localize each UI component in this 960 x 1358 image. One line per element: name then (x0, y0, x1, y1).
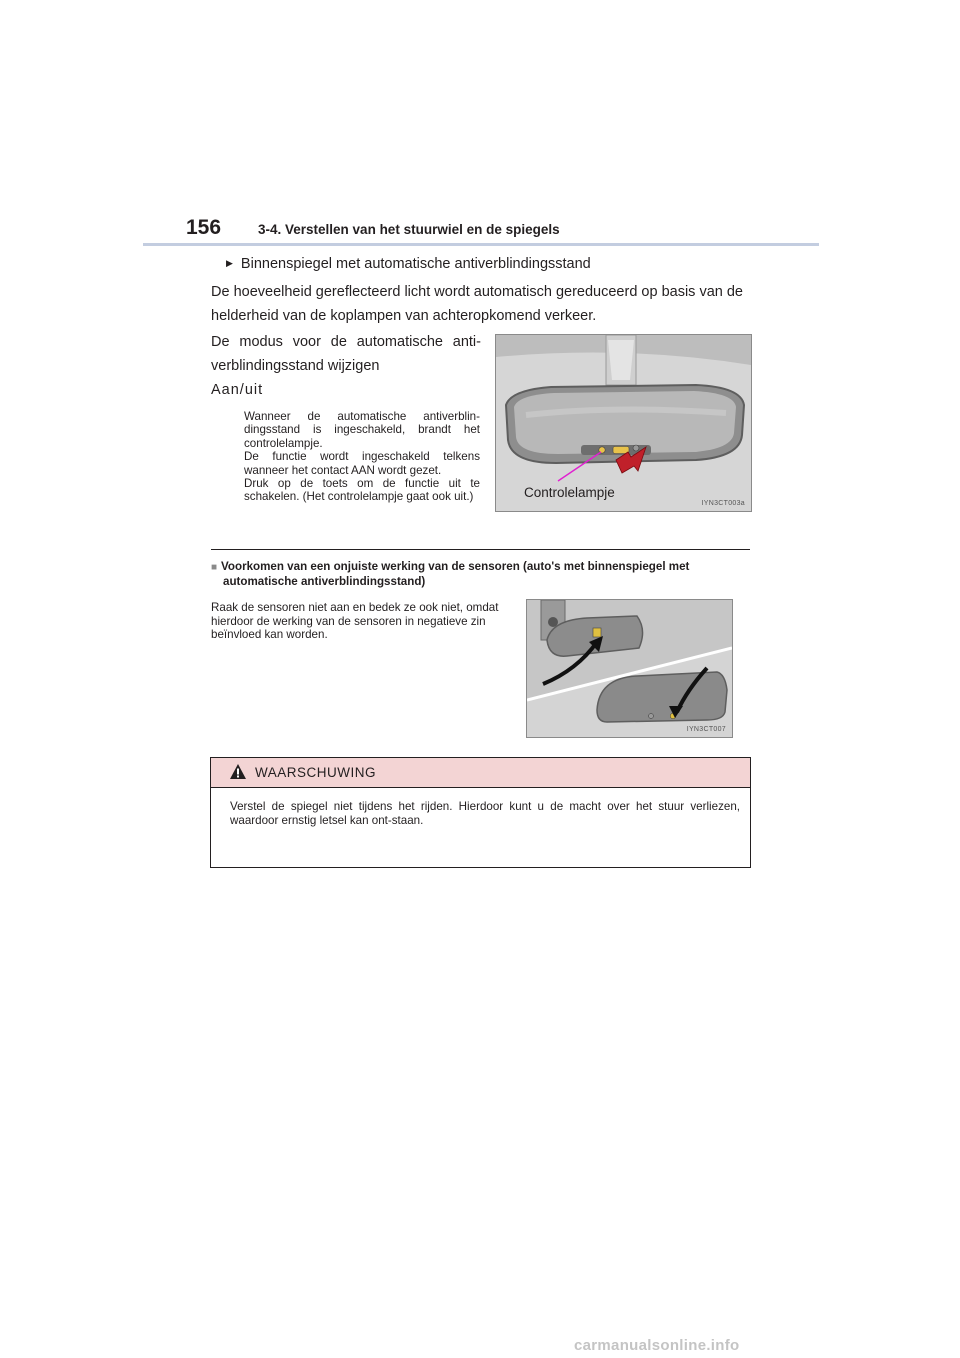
warning-triangle-icon (229, 763, 247, 785)
warning-title: WAARSCHUWING (255, 765, 376, 780)
mode-description: Wanneer de automatische antiverblin-dingsstand is ingeschakeld, brandt het controlelampje. De functie wordt ingeschakeld telkens wanneer het contact AAN wordt gezet. Druk op de toets om de functie uit te schakelen. (Het controlelampje gaat ook uit.) (244, 410, 480, 504)
figure-code: IYN3CT003a (701, 500, 745, 507)
sensor-illustration (527, 600, 732, 737)
sensor-note-description: Raak de sensoren niet aan en bedek ze ook niet, omdat hierdoor de werking van de sensoren in negatieve zin beïnvloed kan worden. (211, 601, 499, 642)
sensor-note-title (211, 560, 751, 588)
mode-title: De modus voor de automatische anti-verblindingsstand wijzigen (211, 334, 481, 374)
warning-box (210, 757, 751, 868)
subheading (226, 256, 591, 272)
warning-header (211, 758, 750, 788)
watermark[interactable]: carmanualsonline.info (574, 1337, 740, 1354)
intro-paragraph: De hoeveelheid gereflecteerd licht wordt automatisch gereduceerd op basis van de helderheid van de koplampen van achteropkomend verkeer. (211, 284, 743, 324)
section-title: 3-4. Verstellen van het stuurwiel en de spiegels (258, 222, 560, 237)
page-number: 156 (186, 216, 222, 239)
square-bullet-icon: ■ (211, 562, 218, 573)
figure-code: IYN3CT007 (686, 726, 726, 733)
sensor-figure (526, 599, 733, 738)
sensor-title-line1: Voorkomen van een onjuiste werking van de sensoren (auto's met binnenspiegel met (221, 560, 690, 573)
subheading-text: Binnenspiegel met automatische antiverblindingsstand (240, 256, 591, 272)
mirror-figure (495, 334, 752, 512)
section-divider (211, 549, 750, 550)
mode-state: Aan/uit (211, 382, 264, 398)
header-rule (143, 243, 819, 246)
callout-label: Controlelampje (524, 485, 615, 500)
sensor-title-line2: automatische antiverblindingsstand) (223, 574, 426, 588)
warning-body: Verstel de spiegel niet tijdens het rijden. Hierdoor kunt u de macht over het stuur verliezen, waardoor ernstig letsel kan ont-staan. (230, 800, 740, 827)
arrow-right-icon: ▶ (226, 258, 233, 268)
